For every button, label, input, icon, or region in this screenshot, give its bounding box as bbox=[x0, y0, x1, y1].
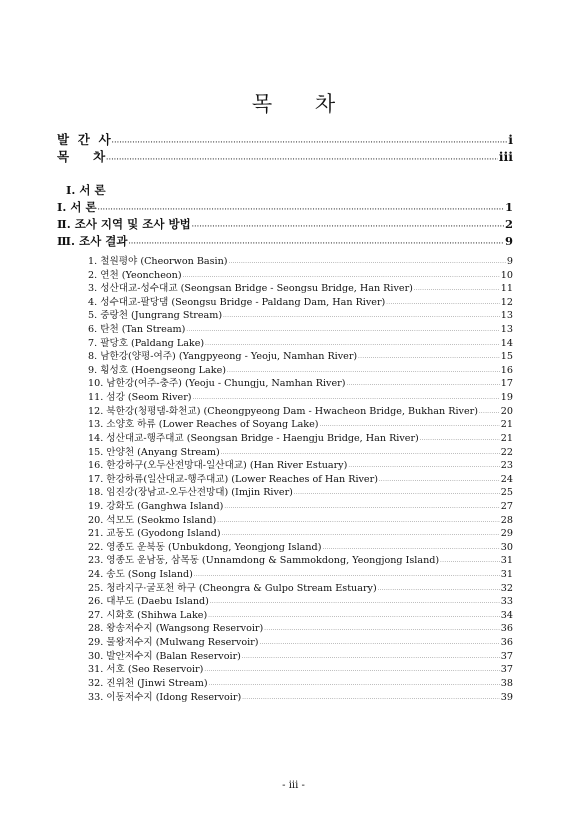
toc-entry-item[interactable] bbox=[88, 348, 513, 362]
toc-label: 11. 섬강 (Seom River) bbox=[88, 392, 192, 404]
toc-label: 13. 소양호 하류 (Lower Reaches of Soyang Lake) bbox=[88, 419, 319, 431]
dot-leader bbox=[348, 464, 499, 470]
toc-page-number: 25 bbox=[500, 487, 513, 499]
toc-label: 28. 왕송저수지 (Wangsong Reservoir) bbox=[88, 623, 264, 635]
toc-entry-item[interactable] bbox=[88, 607, 513, 621]
toc-label: 19. 강화도 (Ganghwa Island) bbox=[88, 500, 224, 512]
dot-leader bbox=[128, 240, 504, 247]
toc-label: 29. 물왕저수지 (Mulwang Reservoir) bbox=[88, 637, 259, 649]
toc-entry-item[interactable] bbox=[88, 580, 513, 594]
toc-page-number: 1 bbox=[504, 200, 513, 214]
dot-leader bbox=[379, 478, 500, 484]
toc-label: 27. 시화호 (Shihwa Lake) bbox=[88, 609, 208, 621]
dot-leader bbox=[414, 287, 500, 293]
toc-label: 23. 영종도 운남동, 삼목동 (Unnamdong & Sammokdong, Yeongjong Island) bbox=[88, 555, 440, 567]
toc-entry-item[interactable] bbox=[88, 512, 513, 526]
toc-entry-item[interactable] bbox=[88, 661, 513, 675]
toc-page-number: 29 bbox=[500, 528, 513, 540]
toc-label: 24. 송도 (Song Island) bbox=[88, 569, 193, 581]
page-title: 목 차 bbox=[251, 92, 354, 116]
toc-page-number: 24 bbox=[500, 473, 513, 485]
toc-entry-item[interactable] bbox=[88, 416, 513, 430]
dot-leader bbox=[378, 587, 500, 593]
toc-page-number: 15 bbox=[500, 351, 513, 363]
toc-label: 14. 성산대교-행주대교 (Seongsan Bridge - Haengju Bridge, Han River) bbox=[88, 432, 419, 444]
toc-entry-item[interactable] bbox=[88, 430, 513, 444]
dot-leader bbox=[222, 532, 500, 538]
toc-page-number: 32 bbox=[500, 582, 513, 594]
toc-label-char: 발 bbox=[57, 132, 70, 147]
toc-entry-chapter[interactable] bbox=[57, 233, 513, 250]
dot-leader bbox=[227, 369, 500, 375]
toc-page-number: 37 bbox=[500, 664, 513, 676]
toc-entry-item[interactable] bbox=[88, 403, 513, 417]
page-footer: - iii - bbox=[282, 780, 305, 791]
toc-label: 5. 중랑천 (Jungrang Stream) bbox=[88, 310, 223, 322]
toc-page-number: 19 bbox=[500, 392, 513, 404]
dot-leader bbox=[224, 505, 499, 511]
toc-page-number: 22 bbox=[500, 446, 513, 458]
toc-page-number: 9 bbox=[506, 256, 513, 267]
toc-page-number: 10 bbox=[500, 269, 513, 281]
dot-leader bbox=[209, 682, 500, 688]
toc-label: 33. 이동저수지 (Idong Reservoir) bbox=[88, 691, 242, 703]
toc-label: 9. 횡성호 (Hoengseong Lake) bbox=[88, 364, 227, 376]
dot-leader bbox=[204, 668, 499, 674]
toc-label: 26. 대부도 (Daebu Island) bbox=[88, 596, 209, 608]
toc-label-char: 차 bbox=[93, 149, 106, 164]
dot-leader bbox=[264, 627, 500, 633]
toc-label: 17. 한강하류(일산대교-행주대교) (Lower Reaches of Han River) bbox=[88, 473, 378, 485]
dot-leader bbox=[208, 614, 500, 620]
toc-entry-item[interactable] bbox=[88, 280, 513, 294]
toc-label: 10. 남한강(여주-충주) (Yeoju - Chungju, Namhan River) bbox=[88, 378, 346, 390]
dot-leader bbox=[205, 342, 500, 348]
toc-label-char: 사 bbox=[98, 132, 111, 147]
dot-leader bbox=[221, 451, 500, 457]
toc-label: 31. 서호 (Seo Reservoir) bbox=[88, 664, 204, 676]
dot-leader bbox=[358, 355, 500, 361]
toc-label: 1. 철원평야 (Cheorwon Basin) bbox=[88, 256, 228, 267]
toc-entry-item[interactable] bbox=[88, 471, 513, 485]
toc-label: 18. 임진강(장남교-오두산전망대) (Imjin River) bbox=[88, 487, 293, 499]
toc-page-number: 9 bbox=[504, 234, 513, 248]
toc-label: 2. 연천 (Yeoncheon) bbox=[88, 269, 182, 281]
toc-entry-item[interactable] bbox=[88, 498, 513, 512]
dot-leader bbox=[322, 546, 499, 552]
toc-label: 22. 영종도 운북동 (Unbukdong, Yeongjong Island) bbox=[88, 541, 322, 553]
toc-entry-contents[interactable] bbox=[57, 147, 513, 164]
toc-page-number: 23 bbox=[500, 460, 513, 472]
toc-label: 21. 교동도 (Gyodong Island) bbox=[88, 528, 221, 540]
toc-entry-item[interactable] bbox=[88, 675, 513, 689]
toc-page-number: 37 bbox=[500, 650, 513, 662]
dot-leader bbox=[223, 314, 500, 320]
toc-label: 7. 팔당호 (Paldang Lake) bbox=[88, 337, 205, 349]
toc-entry-item[interactable] bbox=[88, 335, 513, 349]
toc-entry-item[interactable] bbox=[88, 362, 513, 376]
dot-leader bbox=[183, 274, 500, 280]
toc-label: 3. 성산대교-성수대교 (Seongsan Bridge - Seongsu Bridge, Han River) bbox=[88, 283, 413, 295]
toc-page-number: 27 bbox=[500, 500, 513, 512]
dot-leader bbox=[242, 696, 500, 702]
toc-entry-item[interactable] bbox=[88, 307, 513, 321]
dot-leader bbox=[320, 423, 500, 429]
toc-entry-item[interactable] bbox=[88, 566, 513, 580]
toc-label: 16. 한강하구(오두산전망대-일산대교) (Han River Estuary) bbox=[88, 460, 348, 472]
toc-label: 8. 남한강(양평-여주) (Yangpyeong - Yeoju, Namhan River) bbox=[88, 351, 358, 363]
toc-entry-item[interactable] bbox=[88, 389, 513, 403]
toc-page-number: 2 bbox=[504, 217, 513, 231]
toc-label: 20. 석모도 (Seokmo Island) bbox=[88, 514, 217, 526]
dot-leader bbox=[112, 139, 508, 146]
toc-page-number: 14 bbox=[500, 337, 513, 349]
toc-label: Ⅱ. 조사 지역 및 조사 방법 bbox=[57, 217, 191, 231]
toc-page-number: 13 bbox=[500, 324, 513, 336]
dot-leader bbox=[260, 641, 500, 647]
toc-label: 4. 성수대교-팔당댐 (Seongsu Bridge - Paldang Dam, Han River) bbox=[88, 296, 386, 308]
toc-page-number: 13 bbox=[500, 310, 513, 322]
toc-entry-item[interactable] bbox=[88, 444, 513, 458]
toc-page-number: 12 bbox=[500, 296, 513, 308]
chapter-list bbox=[57, 199, 513, 250]
toc-label: Ⅲ. 조사 결과 bbox=[57, 234, 128, 248]
toc-page-number: 31 bbox=[500, 555, 513, 567]
dot-leader bbox=[346, 382, 499, 388]
dot-leader bbox=[193, 396, 500, 402]
toc-label-char: 목 bbox=[57, 149, 70, 164]
section-heading: Ⅰ. 서 론 bbox=[66, 183, 106, 197]
toc-label: 12. 북한강(청평댐-화천교) (Cheongpyeong Dam - Hwacheon Bridge, Bukhan River) bbox=[88, 405, 478, 417]
toc-page-number: 17 bbox=[500, 378, 513, 390]
toc-entry-item[interactable] bbox=[88, 267, 513, 281]
toc-label: 15. 안양천 (Anyang Stream) bbox=[88, 446, 220, 458]
toc-label: 30. 발안저수지 (Balan Reservoir) bbox=[88, 650, 241, 662]
dot-leader bbox=[229, 260, 506, 266]
toc-page-number: 11 bbox=[500, 283, 513, 295]
toc-page-number: 21 bbox=[500, 432, 513, 444]
toc-page-number: 36 bbox=[500, 637, 513, 649]
toc-entry-item[interactable] bbox=[88, 552, 513, 566]
toc-page-number: 38 bbox=[500, 677, 513, 689]
toc-page-number: 36 bbox=[500, 623, 513, 635]
toc-label: Ⅰ. 서 론 bbox=[57, 200, 97, 214]
toc-entry-chapter[interactable] bbox=[57, 216, 513, 233]
toc-entry-chapter[interactable] bbox=[57, 199, 513, 216]
toc-page-number: 21 bbox=[500, 419, 513, 431]
toc-label: 32. 진위천 (Jinwi Stream) bbox=[88, 677, 208, 689]
toc-page-number: 34 bbox=[500, 609, 513, 621]
toc-label: 25. 청라지구·굴포천 하구 (Cheongra & Gulpo Stream Estuary) bbox=[88, 582, 377, 594]
toc-page-number: 39 bbox=[500, 691, 513, 703]
toc-entry-item[interactable] bbox=[88, 253, 513, 267]
dot-leader bbox=[479, 410, 500, 416]
toc-entry-item[interactable] bbox=[88, 634, 513, 648]
toc-page-number: 31 bbox=[500, 569, 513, 581]
toc-entry-item[interactable] bbox=[88, 294, 513, 308]
toc-entry-preface[interactable] bbox=[57, 130, 513, 147]
toc-entry-item[interactable] bbox=[88, 457, 513, 471]
toc-entry-item[interactable] bbox=[88, 539, 513, 553]
subsection-list bbox=[88, 253, 513, 702]
dot-leader bbox=[186, 328, 499, 334]
toc-entry-item[interactable] bbox=[88, 321, 513, 335]
toc-page-number: 28 bbox=[500, 514, 513, 526]
toc-page-number: 20 bbox=[500, 405, 513, 417]
dot-leader bbox=[98, 206, 504, 213]
toc-entry-item[interactable] bbox=[88, 375, 513, 389]
dot-leader bbox=[386, 301, 499, 307]
toc-entry-item[interactable] bbox=[88, 620, 513, 634]
dot-leader bbox=[440, 559, 500, 565]
toc-entry-item[interactable] bbox=[88, 525, 513, 539]
toc-entry-item[interactable] bbox=[88, 593, 513, 607]
front-matter-list bbox=[57, 130, 513, 164]
toc-label-char: 간 bbox=[77, 132, 90, 147]
dot-leader bbox=[210, 600, 500, 606]
dot-leader bbox=[217, 519, 500, 525]
toc-page-number: 33 bbox=[500, 596, 513, 608]
toc-entry-item[interactable] bbox=[88, 648, 513, 662]
dot-leader bbox=[242, 655, 500, 661]
toc-page-number: iii bbox=[498, 149, 513, 164]
toc-entry-item[interactable] bbox=[88, 689, 513, 703]
dot-leader bbox=[106, 156, 498, 163]
toc-entry-item[interactable] bbox=[88, 484, 513, 498]
dot-leader bbox=[294, 491, 500, 497]
dot-leader bbox=[192, 223, 504, 230]
toc-page-number: i bbox=[508, 132, 513, 147]
dot-leader bbox=[194, 573, 500, 579]
dot-leader bbox=[420, 437, 500, 443]
toc-page-number: 30 bbox=[500, 541, 513, 553]
toc-label: 6. 탄천 (Tan Stream) bbox=[88, 324, 186, 336]
toc-page-number: 16 bbox=[500, 364, 513, 376]
